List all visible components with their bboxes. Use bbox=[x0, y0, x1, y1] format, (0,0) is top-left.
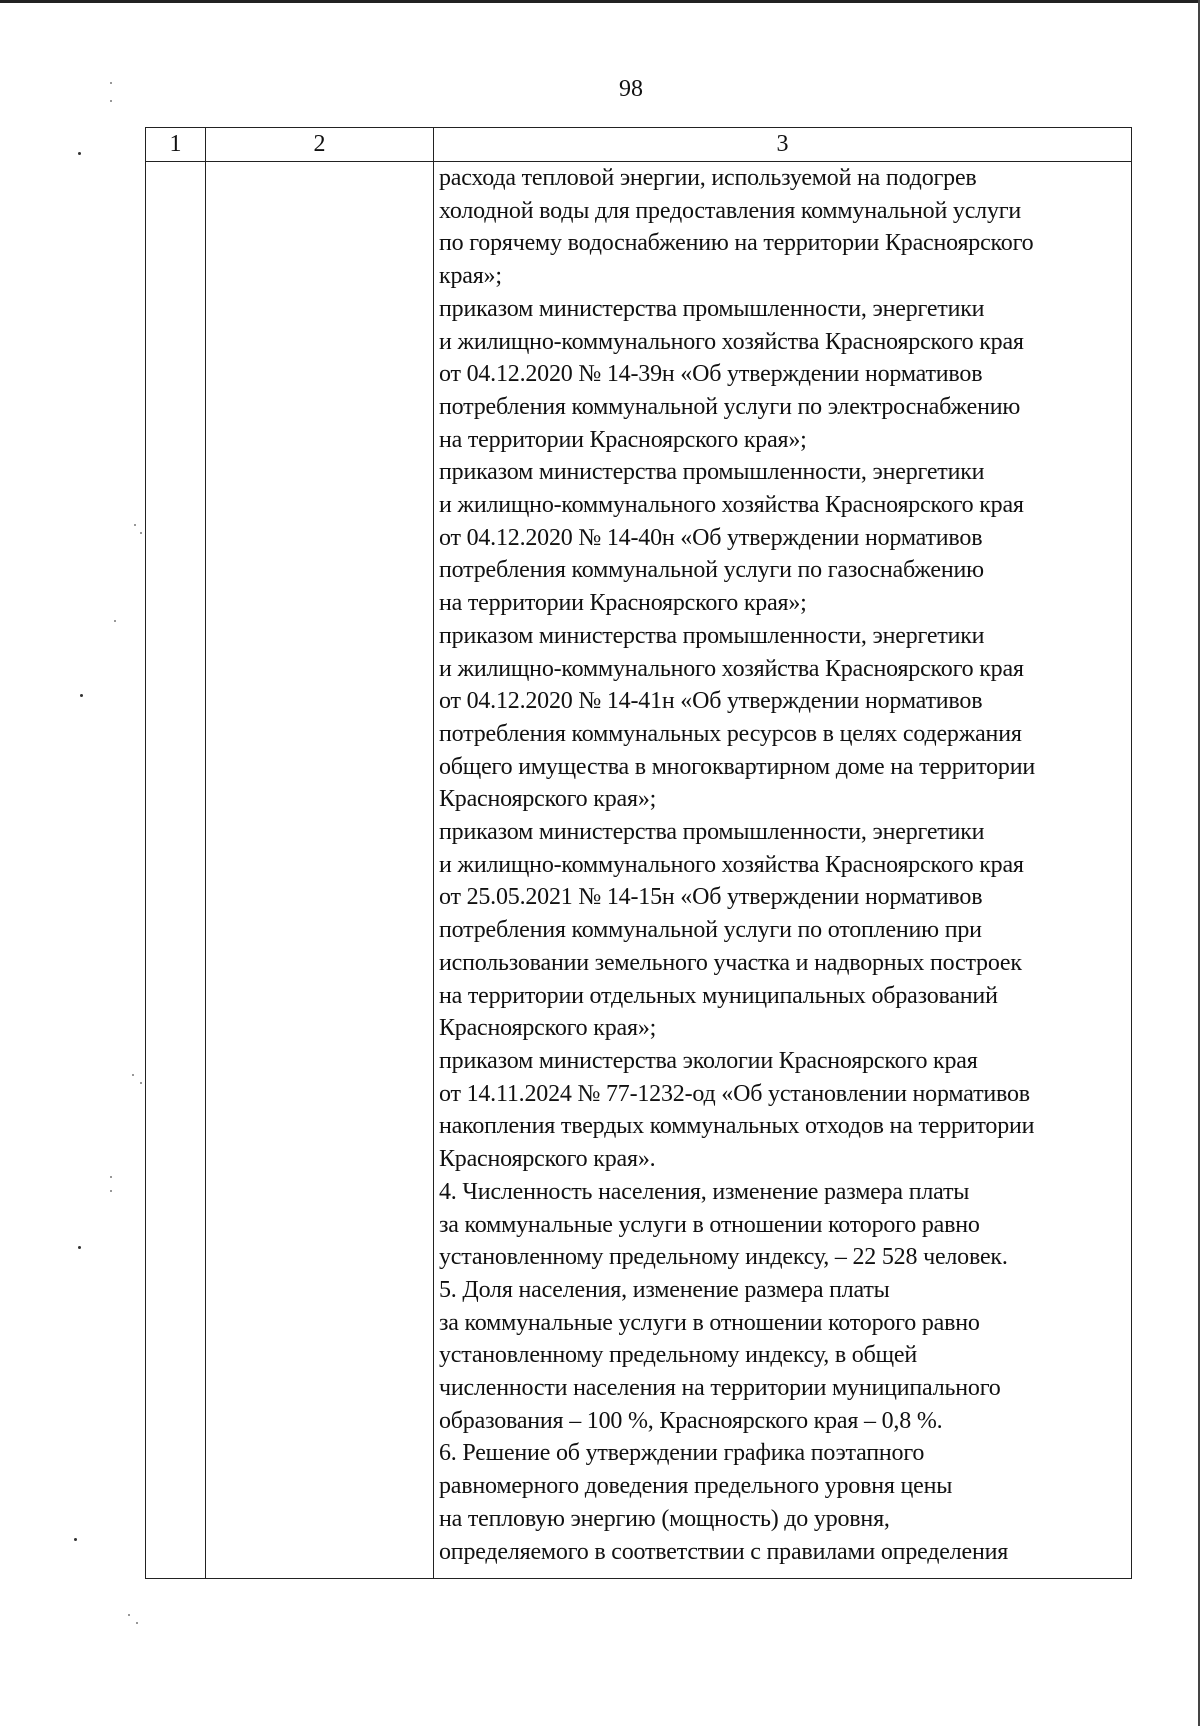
text-line: на территории отдельных муниципальных образований bbox=[439, 982, 998, 1009]
text-line: 4. Численность населения, изменение размера платы bbox=[439, 1178, 970, 1205]
text-line: установленному предельному индексу, – 22 528 человек. bbox=[439, 1244, 1008, 1271]
text-line: на территории Красноярского края»; bbox=[439, 590, 807, 617]
text-line: численности населения на территории муниципального bbox=[439, 1375, 1001, 1402]
cell-column-2 bbox=[206, 162, 434, 1579]
text-line: края»; bbox=[439, 263, 502, 290]
text-line: образования – 100 %, Красноярского края – 0,8 %. bbox=[439, 1407, 943, 1434]
text-line: Красноярского края». bbox=[439, 1146, 656, 1173]
cell-column-1 bbox=[146, 162, 206, 1579]
text-line: от 04.12.2020 № 14-41н «Об утверждении нормативов bbox=[439, 688, 983, 715]
scan-speck bbox=[78, 1246, 81, 1249]
text-line: Красноярского края»; bbox=[439, 1015, 657, 1042]
scan-speck bbox=[128, 1614, 130, 1616]
scan-speck bbox=[78, 152, 81, 155]
text-line: 6. Решение об утверждении графика поэтапного bbox=[439, 1440, 925, 1467]
text-line: на территории Красноярского края»; bbox=[439, 426, 807, 453]
text-line: и жилищно-коммунального хозяйства Красноярского края bbox=[439, 328, 1024, 355]
text-line: приказом министерства промышленности, энергетики bbox=[439, 819, 985, 846]
scan-speck bbox=[74, 1538, 77, 1541]
cell-column-3 bbox=[434, 162, 1132, 1579]
text-line: за коммунальные услуги в отношении которого равно bbox=[439, 1211, 980, 1238]
text-line: потребления коммунальной услуги по электроснабжению bbox=[439, 393, 1021, 420]
text-line: 5. Доля населения, изменение размера платы bbox=[439, 1276, 890, 1303]
text-line: приказом министерства экологии Красноярского края bbox=[439, 1047, 978, 1074]
document-table bbox=[145, 127, 1132, 1579]
scan-speck bbox=[132, 1074, 134, 1076]
text-line: и жилищно-коммунального хозяйства Красноярского края bbox=[439, 851, 1024, 878]
text-line: расхода тепловой энергии, используемой на подогрев bbox=[439, 165, 977, 191]
text-line: потребления коммунальной услуги по газоснабжению bbox=[439, 557, 984, 584]
text-line: установленному предельному индексу, в общей bbox=[439, 1342, 917, 1369]
text-line: и жилищно-коммунального хозяйства Красноярского края bbox=[439, 655, 1024, 682]
text-line: холодной воды для предоставления коммунальной услуги bbox=[439, 197, 1022, 224]
text-line: на тепловую энергию (мощность) до уровня, bbox=[439, 1505, 890, 1532]
text-line: и жилищно-коммунального хозяйства Красноярского края bbox=[439, 492, 1024, 519]
column-header-1: 1 bbox=[146, 128, 206, 162]
scan-speck bbox=[110, 1176, 112, 1178]
column-header-3: 3 bbox=[434, 128, 1132, 162]
scan-speck bbox=[136, 1622, 138, 1624]
text-line: общего имущества в многоквартирном доме на территории bbox=[439, 753, 1036, 780]
column-header-2: 2 bbox=[206, 128, 434, 162]
text-line: потребления коммунальной услуги по отоплению при bbox=[439, 917, 982, 944]
text-line: от 14.11.2024 № 77-1232-од «Об установлении нормативов bbox=[439, 1080, 1030, 1107]
text-line: от 25.05.2021 № 14-15н «Об утверждении нормативов bbox=[439, 884, 983, 911]
scan-speck bbox=[114, 620, 116, 622]
text-line: равномерного доведения предельного уровня цены bbox=[439, 1473, 953, 1500]
text-line: использовании земельного участка и надворных построек bbox=[439, 949, 1022, 976]
scan-speck bbox=[110, 1190, 112, 1192]
text-line: приказом министерства промышленности, энергетики bbox=[439, 459, 985, 486]
text-line: за коммунальные услуги в отношении которого равно bbox=[439, 1309, 980, 1336]
scan-top-border bbox=[0, 0, 1200, 3]
page-number: 98 bbox=[619, 76, 643, 102]
text-line: приказом министерства промышленности, энергетики bbox=[439, 295, 985, 322]
scan-speck bbox=[140, 532, 142, 534]
table-header-row bbox=[146, 128, 1132, 162]
text-line: по горячему водоснабжению на территории Красноярского bbox=[439, 230, 1034, 257]
table-row bbox=[146, 162, 1132, 1579]
text-line: приказом министерства промышленности, энергетики bbox=[439, 622, 985, 649]
text-line: накопления твердых коммунальных отходов на территории bbox=[439, 1113, 1035, 1140]
scan-speck bbox=[140, 1082, 142, 1084]
scan-speck bbox=[80, 694, 83, 697]
scan-speck bbox=[134, 524, 136, 526]
text-line: потребления коммунальных ресурсов в целях содержания bbox=[439, 720, 1022, 747]
text-line: определяемого в соответствии с правилами определения bbox=[439, 1538, 1009, 1565]
text-line: от 04.12.2020 № 14-40н «Об утверждении нормативов bbox=[439, 524, 983, 551]
text-line: от 04.12.2020 № 14-39н «Об утверждении нормативов bbox=[439, 361, 983, 388]
text-line: Красноярского края»; bbox=[439, 786, 657, 813]
